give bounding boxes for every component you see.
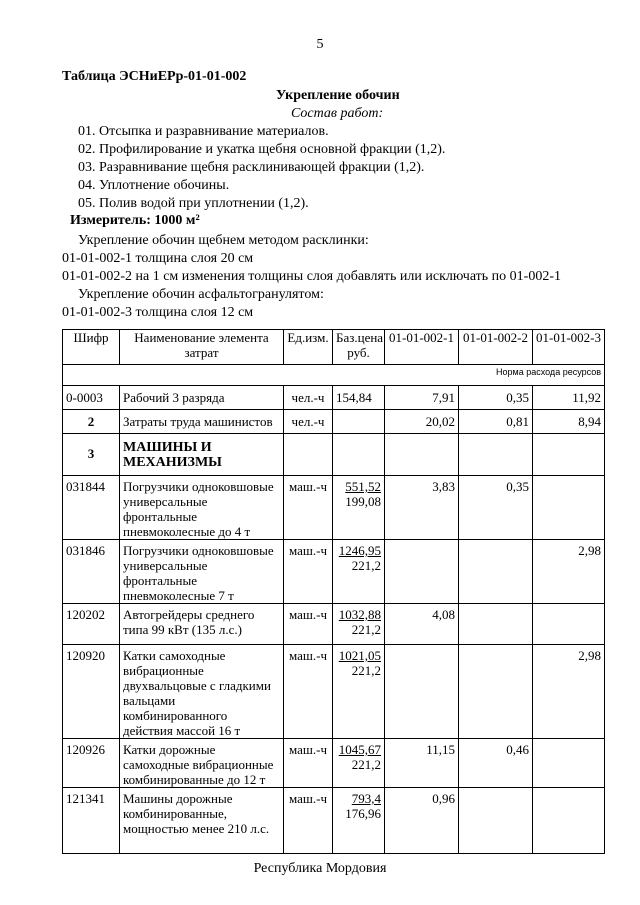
row-price: 154,84	[333, 386, 385, 410]
row-name: Машины дорожные комбинированные, мощностью менее 210 л.с.	[120, 788, 284, 854]
row-code: 120202	[63, 604, 120, 645]
row-v3: 2,98	[533, 540, 605, 604]
code-line-1: 01-01-002-1 толщина слоя 20 см	[62, 251, 254, 266]
row-unit: маш.-ч	[284, 739, 333, 788]
section-name: МАШИНЫ И МЕХАНИЗМЫ	[120, 434, 284, 476]
row-price-bottom: 221,2	[351, 757, 381, 772]
row-price-bottom: 221,2	[351, 622, 381, 637]
row-price-bottom: 199,08	[345, 494, 381, 509]
row-name: Катки самоходные вибрационные двухвальцовые с гладкими вальцами комбинированного действия массой 16 т	[120, 645, 284, 739]
row-unit: чел.-ч	[284, 386, 333, 410]
norm-row	[63, 365, 605, 386]
row-price-top: 1021,05	[338, 648, 381, 663]
subheading: Состав работ:	[291, 106, 384, 121]
row-v3: 11,92	[533, 386, 605, 410]
row-code: 0-0003	[63, 386, 120, 410]
row-v3: 8,94	[533, 410, 605, 434]
row-name: Автогрейдеры среднего типа 99 кВт (135 л.с.)	[120, 604, 284, 645]
row-price-bottom: 221,2	[351, 663, 381, 678]
row-unit: маш.-ч	[284, 476, 333, 540]
table-title: Таблица ЭСНиЕРр-01-01-002	[62, 69, 247, 84]
row-v1: 0,96	[385, 788, 459, 854]
row-v3	[533, 739, 605, 788]
row-price-bottom: 221,2	[351, 558, 381, 573]
heading: Укрепление обочин	[276, 88, 400, 103]
row-price-top: 793,4	[351, 791, 381, 806]
row-code: 120920	[63, 645, 120, 739]
work-item: 01. Отсыпка и разравнивание материалов.	[78, 124, 329, 139]
row-name: Рабочий 3 разряда	[120, 386, 284, 410]
row-name: Затраты труда машинистов	[120, 410, 284, 434]
code-line-3: 01-01-002-3 толщина слоя 12 см	[62, 305, 254, 320]
row-v1: 7,91	[385, 386, 459, 410]
work-item: 02. Профилирование и укатка щебня основной фракции (1,2).	[78, 142, 446, 157]
header-col1: 01-01-002-1	[385, 330, 459, 365]
row-price-top: 1045,67	[338, 742, 381, 757]
work-item: 04. Уплотнение обочины.	[78, 178, 230, 193]
row-code: 031844	[63, 476, 120, 540]
row-code: 121341	[63, 788, 120, 854]
row-v1: 11,15	[385, 739, 459, 788]
table-row	[63, 410, 605, 434]
row-unit: чел.-ч	[284, 410, 333, 434]
row-code: 031846	[63, 540, 120, 604]
row-price	[333, 410, 385, 434]
footer-region: Республика Мордовия	[253, 861, 387, 876]
norm-label: Норма расхода ресурсов	[63, 365, 605, 386]
table-row	[63, 476, 605, 540]
table-row	[63, 645, 605, 739]
code-line-2: 01-01-002-2 на 1 см изменения толщины слоя добавлять или исключать по 01-002-1	[62, 269, 561, 284]
row-name: Катки дорожные самоходные вибрационные комбинированные до 12 т	[120, 739, 284, 788]
description-1: Укрепление обочин щебнем методом расклинки:	[78, 233, 369, 248]
row-v2: 0,35	[459, 476, 533, 540]
table-row	[63, 788, 605, 854]
row-v2: 0,46	[459, 739, 533, 788]
row-v3	[533, 476, 605, 540]
table-row	[63, 386, 605, 410]
meter-label: Измеритель: 1000 м²	[70, 213, 200, 228]
work-item: 05. Полив водой при уплотнении (1,2).	[78, 196, 309, 211]
description-2: Укрепление обочин асфальтогранулятом:	[78, 287, 324, 302]
page-number: 5	[316, 37, 324, 52]
row-v1	[385, 540, 459, 604]
row-price-top: 1246,95	[338, 543, 381, 558]
row-v3	[533, 604, 605, 645]
row-price-bottom: 176,96	[345, 806, 381, 821]
section-code: 3	[63, 434, 120, 476]
header-col2: 01-01-002-2	[459, 330, 533, 365]
table-row	[63, 604, 605, 645]
row-v1: 4,08	[385, 604, 459, 645]
row-name: Погрузчики одноковшовые универсальные фронтальные пневмоколесные до 4 т	[120, 476, 284, 540]
row-unit: маш.-ч	[284, 604, 333, 645]
row-price-top: 1032,88	[338, 607, 381, 622]
table-row	[63, 739, 605, 788]
row-v2	[459, 645, 533, 739]
header-unit: Ед.изм.	[284, 330, 333, 365]
row-unit: маш.-ч	[284, 645, 333, 739]
section-row	[63, 434, 605, 476]
row-code: 2	[63, 410, 120, 434]
header-price: Баз.цена руб.	[333, 330, 385, 365]
row-code: 120926	[63, 739, 120, 788]
row-unit: маш.-ч	[284, 788, 333, 854]
row-v3	[533, 788, 605, 854]
row-v1: 20,02	[385, 410, 459, 434]
resource-table	[62, 329, 605, 854]
row-v2: 0,81	[459, 410, 533, 434]
row-v2: 0,35	[459, 386, 533, 410]
row-unit: маш.-ч	[284, 540, 333, 604]
header-name: Наименование элемента затрат	[120, 330, 284, 365]
table-header	[63, 330, 605, 365]
work-item: 03. Разравнивание щебня расклинивающей фракции (1,2).	[78, 160, 425, 175]
row-name: Погрузчики одноковшовые универсальные фронтальные пневмоколесные 7 т	[120, 540, 284, 604]
row-v2	[459, 788, 533, 854]
row-v1	[385, 645, 459, 739]
row-price-top: 551,52	[345, 479, 381, 494]
table-row	[63, 540, 605, 604]
row-v1: 3,83	[385, 476, 459, 540]
header-code: Шифр	[63, 330, 120, 365]
row-v2	[459, 604, 533, 645]
row-v2	[459, 540, 533, 604]
row-v3: 2,98	[533, 645, 605, 739]
header-col3: 01-01-002-3	[533, 330, 605, 365]
